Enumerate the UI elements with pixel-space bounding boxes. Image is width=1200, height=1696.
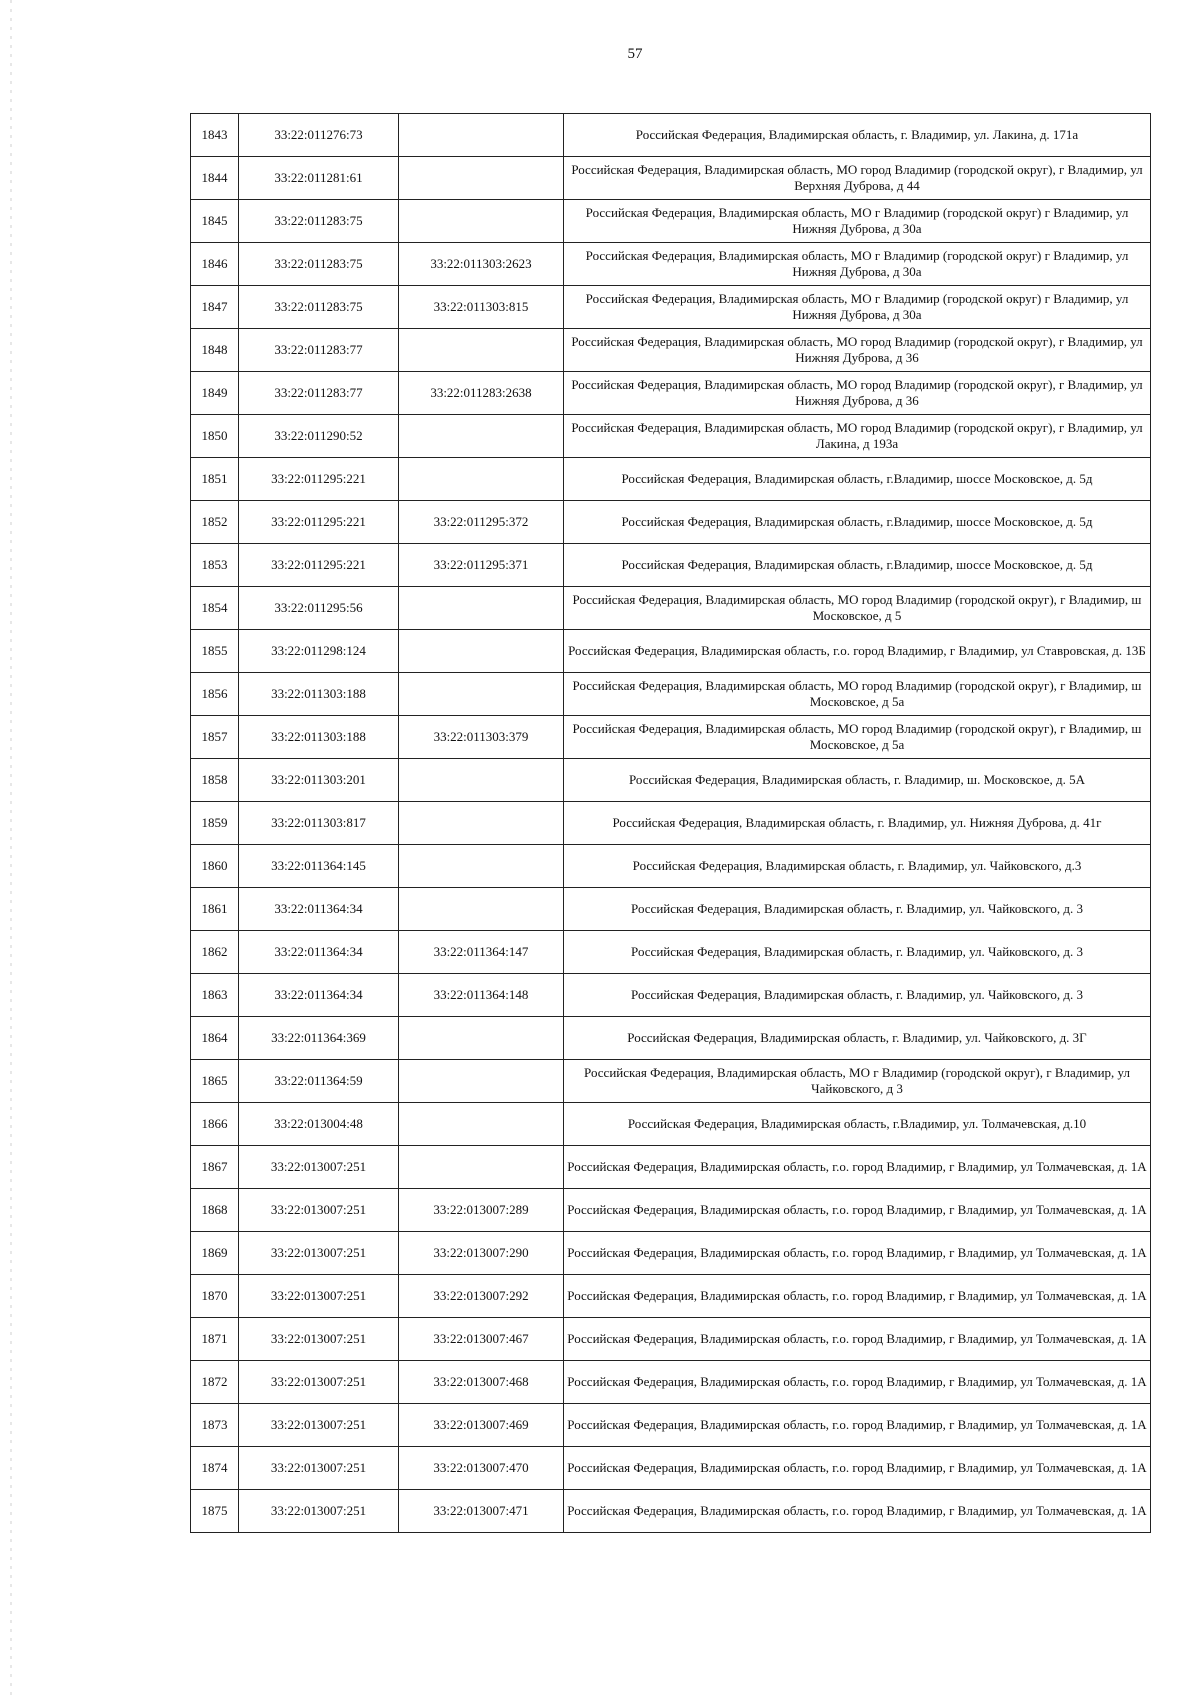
address-cell: Российская Федерация, Владимирская область, г.Владимир, ул. Толмачевская, д.10 (564, 1103, 1151, 1146)
address-cell: Российская Федерация, Владимирская область, МО г Владимир (городской округ), г Владимир, ул Чайковского, д 3 (564, 1060, 1151, 1103)
sub-cadastral-number-cell (399, 1103, 564, 1146)
sub-cadastral-number-cell (399, 587, 564, 630)
address-cell: Российская Федерация, Владимирская область, МО г Владимир (городской округ) г Владимир, ул Нижняя Дуброва, д 30а (564, 200, 1151, 243)
row-number-cell: 1857 (191, 716, 239, 759)
registry-table (190, 113, 1151, 1533)
row-number-cell: 1856 (191, 673, 239, 716)
address-cell: Российская Федерация, Владимирская область, г. Владимир, ул. Нижняя Дуброва, д. 41г (564, 802, 1151, 845)
row-number-cell: 1849 (191, 372, 239, 415)
table-row (191, 114, 1151, 157)
table-row (191, 243, 1151, 286)
sub-cadastral-number-cell (399, 845, 564, 888)
cadastral-number-cell: 33:22:011303:188 (239, 673, 399, 716)
cadastral-number-cell: 33:22:011364:369 (239, 1017, 399, 1060)
sub-cadastral-number-cell (399, 1146, 564, 1189)
sub-cadastral-number-cell (399, 114, 564, 157)
cadastral-number-cell: 33:22:011295:221 (239, 544, 399, 587)
table-row (191, 716, 1151, 759)
cadastral-number-cell: 33:22:011283:75 (239, 200, 399, 243)
table-row (191, 845, 1151, 888)
row-number-cell: 1848 (191, 329, 239, 372)
row-number-cell: 1862 (191, 931, 239, 974)
sub-cadastral-number-cell (399, 802, 564, 845)
cadastral-number-cell: 33:22:011295:221 (239, 458, 399, 501)
address-cell: Российская Федерация, Владимирская область, г.о. город Владимир, г Владимир, ул Толмачевская, д. 1А (564, 1189, 1151, 1232)
address-cell: Российская Федерация, Владимирская область, г. Владимир, ул. Чайковского, д. 3 (564, 931, 1151, 974)
address-cell: Российская Федерация, Владимирская область, МО г Владимир (городской округ) г Владимир, ул Нижняя Дуброва, д 30а (564, 243, 1151, 286)
cadastral-number-cell: 33:22:011298:124 (239, 630, 399, 673)
table-row (191, 458, 1151, 501)
address-cell: Российская Федерация, Владимирская область, г.о. город Владимир, г Владимир, ул Ставровская, д. 13Б (564, 630, 1151, 673)
table-row (191, 544, 1151, 587)
row-number-cell: 1865 (191, 1060, 239, 1103)
address-cell: Российская Федерация, Владимирская область, г.Владимир, шоссе Московское, д. 5д (564, 501, 1151, 544)
cadastral-number-cell: 33:22:011276:73 (239, 114, 399, 157)
cadastral-number-cell: 33:22:013007:251 (239, 1232, 399, 1275)
table-row (191, 802, 1151, 845)
table-row (191, 415, 1151, 458)
table-row (191, 759, 1151, 802)
address-cell: Российская Федерация, Владимирская область, г. Владимир, ул. Чайковского, д. 3 (564, 974, 1151, 1017)
table-row (191, 286, 1151, 329)
address-cell: Российская Федерация, Владимирская область, г.о. город Владимир, г Владимир, ул Толмачевская, д. 1А (564, 1361, 1151, 1404)
address-cell: Российская Федерация, Владимирская область, МО город Владимир (городской округ), г Владимир, ш Московское, д 5а (564, 716, 1151, 759)
sub-cadastral-number-cell: 33:22:011364:148 (399, 974, 564, 1017)
sub-cadastral-number-cell: 33:22:011303:379 (399, 716, 564, 759)
sub-cadastral-number-cell: 33:22:013007:290 (399, 1232, 564, 1275)
sub-cadastral-number-cell (399, 415, 564, 458)
table-row (191, 931, 1151, 974)
address-cell: Российская Федерация, Владимирская область, г.о. город Владимир, г Владимир, ул Толмачевская, д. 1А (564, 1404, 1151, 1447)
cadastral-number-cell: 33:22:013007:251 (239, 1404, 399, 1447)
row-number-cell: 1863 (191, 974, 239, 1017)
cadastral-number-cell: 33:22:013007:251 (239, 1447, 399, 1490)
sub-cadastral-number-cell (399, 1017, 564, 1060)
sub-cadastral-number-cell: 33:22:013007:469 (399, 1404, 564, 1447)
address-cell: Российская Федерация, Владимирская область, г. Владимир, ул. Лакина, д. 171а (564, 114, 1151, 157)
cadastral-number-cell: 33:22:011290:52 (239, 415, 399, 458)
cadastral-number-cell: 33:22:011283:75 (239, 243, 399, 286)
table-row (191, 1361, 1151, 1404)
row-number-cell: 1852 (191, 501, 239, 544)
sub-cadastral-number-cell: 33:22:011364:147 (399, 931, 564, 974)
registry-table-container (190, 113, 1150, 1533)
address-cell: Российская Федерация, Владимирская область, г.о. город Владимир, г Владимир, ул Толмачевская, д. 1А (564, 1275, 1151, 1318)
address-cell: Российская Федерация, Владимирская область, МО город Владимир (городской округ), г Владимир, ул Нижняя Дуброва, д 36 (564, 329, 1151, 372)
row-number-cell: 1844 (191, 157, 239, 200)
row-number-cell: 1859 (191, 802, 239, 845)
sub-cadastral-number-cell: 33:22:013007:289 (399, 1189, 564, 1232)
table-row (191, 1490, 1151, 1533)
scan-edge-marks (10, 0, 12, 1696)
row-number-cell: 1850 (191, 415, 239, 458)
row-number-cell: 1845 (191, 200, 239, 243)
row-number-cell: 1854 (191, 587, 239, 630)
table-row (191, 1232, 1151, 1275)
table-row (191, 1447, 1151, 1490)
sub-cadastral-number-cell: 33:22:011295:372 (399, 501, 564, 544)
cadastral-number-cell: 33:22:013007:251 (239, 1275, 399, 1318)
row-number-cell: 1853 (191, 544, 239, 587)
row-number-cell: 1843 (191, 114, 239, 157)
table-row (191, 329, 1151, 372)
sub-cadastral-number-cell (399, 759, 564, 802)
row-number-cell: 1875 (191, 1490, 239, 1533)
cadastral-number-cell: 33:22:011283:75 (239, 286, 399, 329)
cadastral-number-cell: 33:22:013007:251 (239, 1146, 399, 1189)
table-row (191, 630, 1151, 673)
cadastral-number-cell: 33:22:011281:61 (239, 157, 399, 200)
table-row (191, 1060, 1151, 1103)
address-cell: Российская Федерация, Владимирская область, МО город Владимир (городской округ), г Владимир, ул Лакина, д 193а (564, 415, 1151, 458)
address-cell: Российская Федерация, Владимирская область, г. Владимир, ул. Чайковского, д. 3 (564, 888, 1151, 931)
address-cell: Российская Федерация, Владимирская область, МО г Владимир (городской округ) г Владимир, ул Нижняя Дуброва, д 30а (564, 286, 1151, 329)
address-cell: Российская Федерация, Владимирская область, г.о. город Владимир, г Владимир, ул Толмачевская, д. 1А (564, 1318, 1151, 1361)
table-row (191, 501, 1151, 544)
row-number-cell: 1869 (191, 1232, 239, 1275)
table-row (191, 888, 1151, 931)
cadastral-number-cell: 33:22:011295:221 (239, 501, 399, 544)
row-number-cell: 1866 (191, 1103, 239, 1146)
sub-cadastral-number-cell (399, 888, 564, 931)
row-number-cell: 1860 (191, 845, 239, 888)
cadastral-number-cell: 33:22:013007:251 (239, 1318, 399, 1361)
table-row (191, 1103, 1151, 1146)
row-number-cell: 1851 (191, 458, 239, 501)
row-number-cell: 1871 (191, 1318, 239, 1361)
table-row (191, 1189, 1151, 1232)
cadastral-number-cell: 33:22:011303:201 (239, 759, 399, 802)
cadastral-number-cell: 33:22:011364:34 (239, 888, 399, 931)
cadastral-number-cell: 33:22:011283:77 (239, 372, 399, 415)
cadastral-number-cell: 33:22:013004:48 (239, 1103, 399, 1146)
row-number-cell: 1858 (191, 759, 239, 802)
address-cell: Российская Федерация, Владимирская область, г. Владимир, ш. Московское, д. 5А (564, 759, 1151, 802)
sub-cadastral-number-cell: 33:22:013007:471 (399, 1490, 564, 1533)
table-row (191, 587, 1151, 630)
address-cell: Российская Федерация, Владимирская область, г.о. город Владимир, г Владимир, ул Толмачевская, д. 1А (564, 1146, 1151, 1189)
address-cell: Российская Федерация, Владимирская область, г.о. город Владимир, г Владимир, ул Толмачевская, д. 1А (564, 1232, 1151, 1275)
address-cell: Российская Федерация, Владимирская область, МО город Владимир (городской округ), г Владимир, ш Московское, д 5 (564, 587, 1151, 630)
row-number-cell: 1874 (191, 1447, 239, 1490)
table-row (191, 1275, 1151, 1318)
address-cell: Российская Федерация, Владимирская область, г.о. город Владимир, г Владимир, ул Толмачевская, д. 1А (564, 1490, 1151, 1533)
address-cell: Российская Федерация, Владимирская область, г. Владимир, ул. Чайковского, д.3 (564, 845, 1151, 888)
row-number-cell: 1847 (191, 286, 239, 329)
table-row (191, 1404, 1151, 1447)
row-number-cell: 1870 (191, 1275, 239, 1318)
cadastral-number-cell: 33:22:011303:188 (239, 716, 399, 759)
cadastral-number-cell: 33:22:013007:251 (239, 1361, 399, 1404)
sub-cadastral-number-cell (399, 1060, 564, 1103)
sub-cadastral-number-cell: 33:22:013007:470 (399, 1447, 564, 1490)
cadastral-number-cell: 33:22:011303:817 (239, 802, 399, 845)
table-row (191, 157, 1151, 200)
sub-cadastral-number-cell (399, 673, 564, 716)
row-number-cell: 1873 (191, 1404, 239, 1447)
row-number-cell: 1872 (191, 1361, 239, 1404)
cadastral-number-cell: 33:22:011364:34 (239, 974, 399, 1017)
address-cell: Российская Федерация, Владимирская область, г.Владимир, шоссе Московское, д. 5д (564, 544, 1151, 587)
sub-cadastral-number-cell: 33:22:013007:468 (399, 1361, 564, 1404)
sub-cadastral-number-cell (399, 200, 564, 243)
row-number-cell: 1846 (191, 243, 239, 286)
cadastral-number-cell: 33:22:013007:251 (239, 1189, 399, 1232)
address-cell: Российская Федерация, Владимирская область, г. Владимир, ул. Чайковского, д. 3Г (564, 1017, 1151, 1060)
sub-cadastral-number-cell (399, 630, 564, 673)
address-cell: Российская Федерация, Владимирская область, г.Владимир, шоссе Московское, д. 5д (564, 458, 1151, 501)
cadastral-number-cell: 33:22:011364:34 (239, 931, 399, 974)
row-number-cell: 1855 (191, 630, 239, 673)
cadastral-number-cell: 33:22:013007:251 (239, 1490, 399, 1533)
row-number-cell: 1867 (191, 1146, 239, 1189)
sub-cadastral-number-cell: 33:22:011303:815 (399, 286, 564, 329)
address-cell: Российская Федерация, Владимирская область, МО город Владимир (городской округ), г Владимир, ш Московское, д 5а (564, 673, 1151, 716)
address-cell: Российская Федерация, Владимирская область, МО город Владимир (городской округ), г Владимир, ул Нижняя Дуброва, д 36 (564, 372, 1151, 415)
sub-cadastral-number-cell: 33:22:013007:292 (399, 1275, 564, 1318)
registry-table-body (191, 114, 1151, 1533)
sub-cadastral-number-cell: 33:22:013007:467 (399, 1318, 564, 1361)
cadastral-number-cell: 33:22:011295:56 (239, 587, 399, 630)
sub-cadastral-number-cell (399, 157, 564, 200)
address-cell: Российская Федерация, Владимирская область, МО город Владимир (городской округ), г Владимир, ул Верхняя Дуброва, д 44 (564, 157, 1151, 200)
table-row (191, 200, 1151, 243)
cadastral-number-cell: 33:22:011283:77 (239, 329, 399, 372)
sub-cadastral-number-cell: 33:22:011303:2623 (399, 243, 564, 286)
cadastral-number-cell: 33:22:011364:145 (239, 845, 399, 888)
cadastral-number-cell: 33:22:011364:59 (239, 1060, 399, 1103)
row-number-cell: 1864 (191, 1017, 239, 1060)
page-number: 57 (627, 46, 643, 62)
table-row (191, 673, 1151, 716)
sub-cadastral-number-cell (399, 458, 564, 501)
table-row (191, 974, 1151, 1017)
table-row (191, 1318, 1151, 1361)
row-number-cell: 1868 (191, 1189, 239, 1232)
table-row (191, 1017, 1151, 1060)
table-row (191, 1146, 1151, 1189)
table-row (191, 372, 1151, 415)
sub-cadastral-number-cell: 33:22:011283:2638 (399, 372, 564, 415)
address-cell: Российская Федерация, Владимирская область, г.о. город Владимир, г Владимир, ул Толмачевская, д. 1А (564, 1447, 1151, 1490)
sub-cadastral-number-cell (399, 329, 564, 372)
sub-cadastral-number-cell: 33:22:011295:371 (399, 544, 564, 587)
row-number-cell: 1861 (191, 888, 239, 931)
